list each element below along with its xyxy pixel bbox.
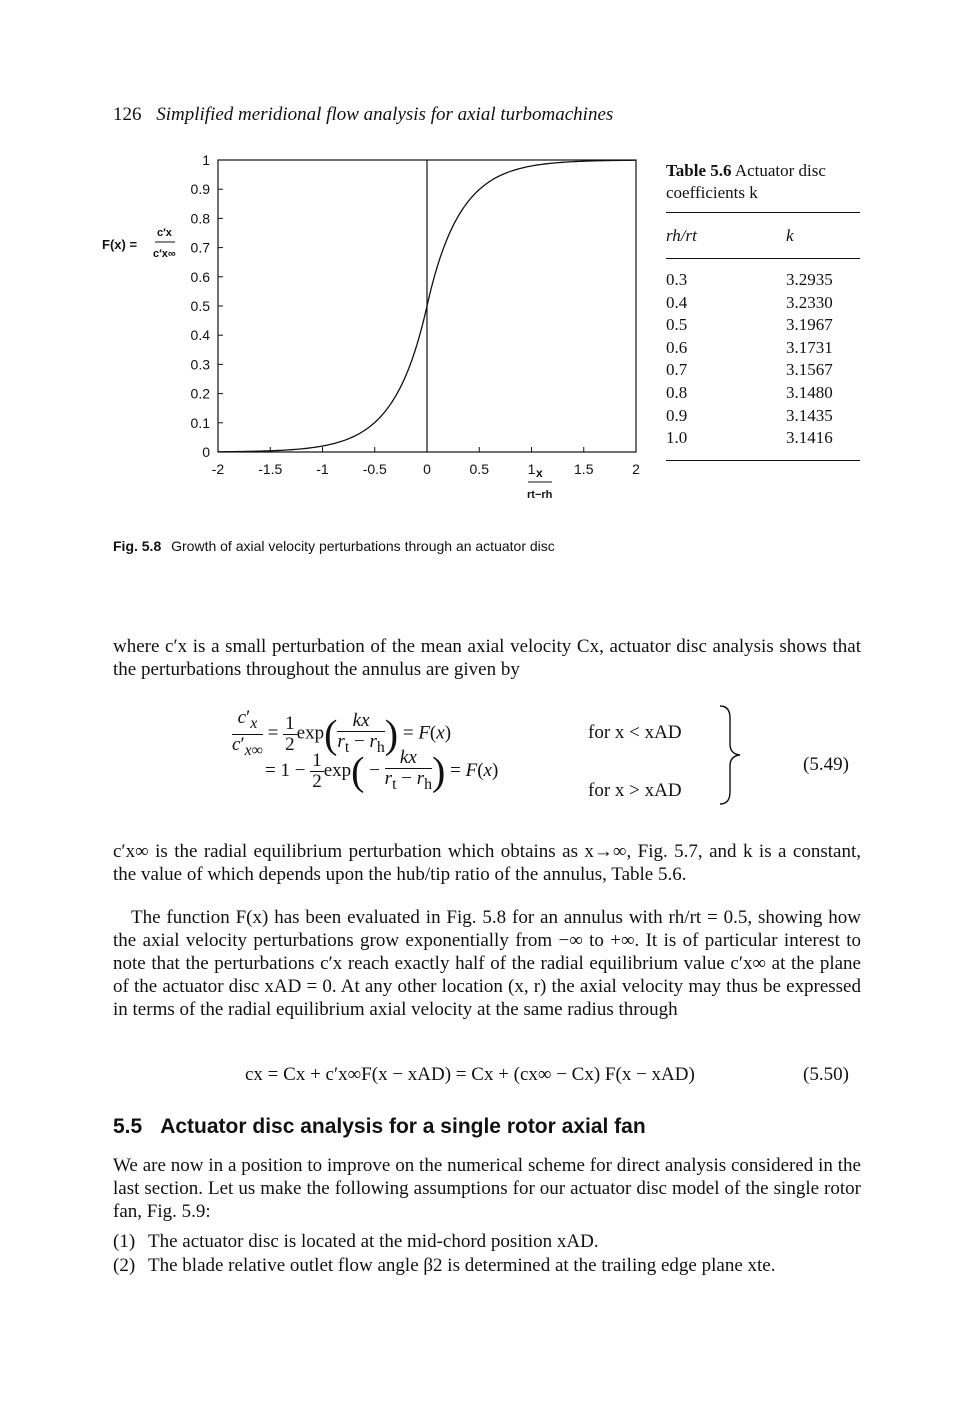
x-tick-label: -0.5 <box>362 461 387 477</box>
table-cell-k: 3.2935 <box>786 270 833 289</box>
y-tick-label: 0.5 <box>190 298 210 314</box>
table-bottom-rule <box>666 460 860 461</box>
table-cell-ratio: 0.9 <box>666 405 688 425</box>
equation-5-49-line-2: = 1 − $\frac{1}{2}$ exp( − $\frac{kx}{r_t - r_h}$ ) = F(x) <box>265 747 499 794</box>
running-head-title: Simplified meridional flow analysis for axial turbomachines <box>156 104 614 125</box>
list-item <box>113 1230 861 1254</box>
paragraph-2: c′x∞ is the radial equilibrium perturbation which obtains as x→∞, Fig. 5.7, and k is a constant, the value of which depends upon the hub/tip ratio of the annulus, Table 5.6. <box>113 841 861 885</box>
table-cell-k: 3.1416 <box>786 428 833 448</box>
x-tick-label: -1.5 <box>258 461 283 477</box>
paragraph-4: We are now in a position to improve on the numerical scheme for direct analysis considered in the last section. Let us make the following assumptions for our actuator disc model of the single rotor fan, Fig. 5.9: <box>113 1155 861 1222</box>
eq-fraction-cx-over-cxinf: $\frac{c'_x}{c'_{x\infty}}$ <box>232 707 263 759</box>
x-tick-label: -1 <box>316 461 329 477</box>
table-header-rule <box>666 258 860 259</box>
figure-caption-text: Growth of axial velocity perturbations through an actuator disc <box>171 538 555 554</box>
x-tick-label: 1 <box>527 461 536 477</box>
table-cell-ratio: 1.0 <box>666 428 688 448</box>
equation-5-50: cx = Cx + c′x∞F(x − xAD) = Cx + (cx∞ − Cx) F(x − xAD) <box>245 1064 695 1085</box>
y-axis-label-numerator: c′x <box>157 227 172 239</box>
table-top-rule <box>666 212 860 213</box>
x-tick-label: 0.5 <box>469 461 489 477</box>
running-head <box>113 104 613 126</box>
paragraph-1: where c′x is a small perturbation of the mean axial velocity Cx, actuator disc analysis shows that the perturbations throughout the annulus are given by <box>113 636 861 680</box>
paragraph-3-text: The function F(x) has been evaluated in Fig. 5.8 for an annulus with rh/rt = 0.5, showing how the axial velocity perturbations grow exponentially from −∞ to +∞. It is of particular interest to note that the perturbations c′x reach exactly half of the radial equilibrium value c′x∞ at the plane of the actuator disc xAD = 0. At any other location (x, r) the axial velocity may thus be expressed in terms of the radial equilibrium axial velocity at the same radius through <box>113 907 861 1020</box>
table-cell-ratio: 0.5 <box>666 315 688 335</box>
x-tick-label: 1.5 <box>574 461 594 477</box>
section-number: 5.5 <box>113 1115 143 1138</box>
eq-fraction-half: $\frac{1}{2}$ <box>285 712 295 755</box>
list-marker: (1) <box>113 1231 136 1252</box>
x-tick-label: 0 <box>423 461 431 477</box>
y-tick-label: 0 <box>202 444 210 460</box>
equation-condition-1: for x < xAD <box>588 722 682 743</box>
list-item <box>113 1254 861 1302</box>
eq-fraction-exponent: $\frac{kx}{r_t - r_h}$ <box>337 709 385 756</box>
eq-fraction-exponent-2: $\frac{kx}{r_t - r_h}$ <box>384 747 433 793</box>
y-axis-label-denominator: c′x∞ <box>153 248 176 260</box>
x-axis-label-denominator: rt−rh <box>527 489 553 501</box>
table-cell-ratio: 0.6 <box>666 337 688 357</box>
y-tick-label: 1 <box>202 152 210 168</box>
eq-fraction-half-2: $\frac{1}{2}$ <box>312 749 322 792</box>
table-header-k: k <box>786 226 794 245</box>
table-title: Actuator disc coefficients k <box>666 161 826 202</box>
table-cell-k: 3.1435 <box>786 405 833 425</box>
table-cell-ratio: 0.8 <box>666 383 688 402</box>
page-number: 126 <box>113 104 142 125</box>
table-cell-k: 3.1967 <box>786 315 833 335</box>
x-tick-label: -2 <box>211 461 225 477</box>
table-cell-ratio: 0.7 <box>666 360 688 380</box>
y-tick-label: 0.9 <box>190 181 210 198</box>
paragraph-3 <box>113 906 861 1021</box>
section-heading <box>113 1115 646 1139</box>
equation-number-5-50: (5.50) <box>803 1064 849 1085</box>
y-tick-label: 0.7 <box>190 239 210 256</box>
list-marker: (2) <box>113 1255 136 1276</box>
y-tick-label: 0.6 <box>190 268 210 285</box>
x-axis-label-numerator: x <box>536 466 543 480</box>
list-text: The blade relative outlet flow angle β2 is determined at the trailing edge plane xte. <box>148 1255 776 1276</box>
section-title: Actuator disc analysis for a single rotor axial fan <box>160 1115 646 1138</box>
x-tick-label: 2 <box>632 461 640 477</box>
list-text: The actuator disc is located at the mid-chord position xAD. <box>148 1231 599 1252</box>
y-tick-label: 0.2 <box>190 385 210 402</box>
y-tick-label: 0.4 <box>190 327 210 344</box>
y-tick-label: 0.8 <box>190 210 210 227</box>
figure-5-8-chart <box>100 140 660 520</box>
table-cell-k: 3.2330 <box>786 292 833 312</box>
figure-caption <box>113 538 555 554</box>
equation-brace <box>716 702 746 808</box>
table-caption <box>666 160 866 204</box>
equation-condition-2: for x > xAD <box>588 780 682 801</box>
equation-5-49-line-1: $\frac{c'_x}{c'_{x\infty}}$ = $\frac{1}{2}$ exp( $\frac{kx}{r_t - r_h}$ ) = F(x) <box>232 707 452 759</box>
table-cell-k: 3.1567 <box>786 360 833 380</box>
y-axis-label-prefix: F(x) = <box>102 237 138 252</box>
table-label: Table 5.6 <box>666 161 732 180</box>
figure-caption-label: Fig. 5.8 <box>113 538 162 554</box>
table-header-ratio: rh/rt <box>666 226 697 245</box>
table-cell-k: 3.1480 <box>786 383 833 402</box>
y-tick-label: 0.1 <box>190 414 210 431</box>
equation-number-5-49: (5.49) <box>803 754 849 775</box>
table-cell-ratio: 0.3 <box>666 270 688 289</box>
table-cell-ratio: 0.4 <box>666 292 688 312</box>
y-tick-label: 0.3 <box>190 356 210 373</box>
table-cell-k: 3.1731 <box>786 337 833 357</box>
